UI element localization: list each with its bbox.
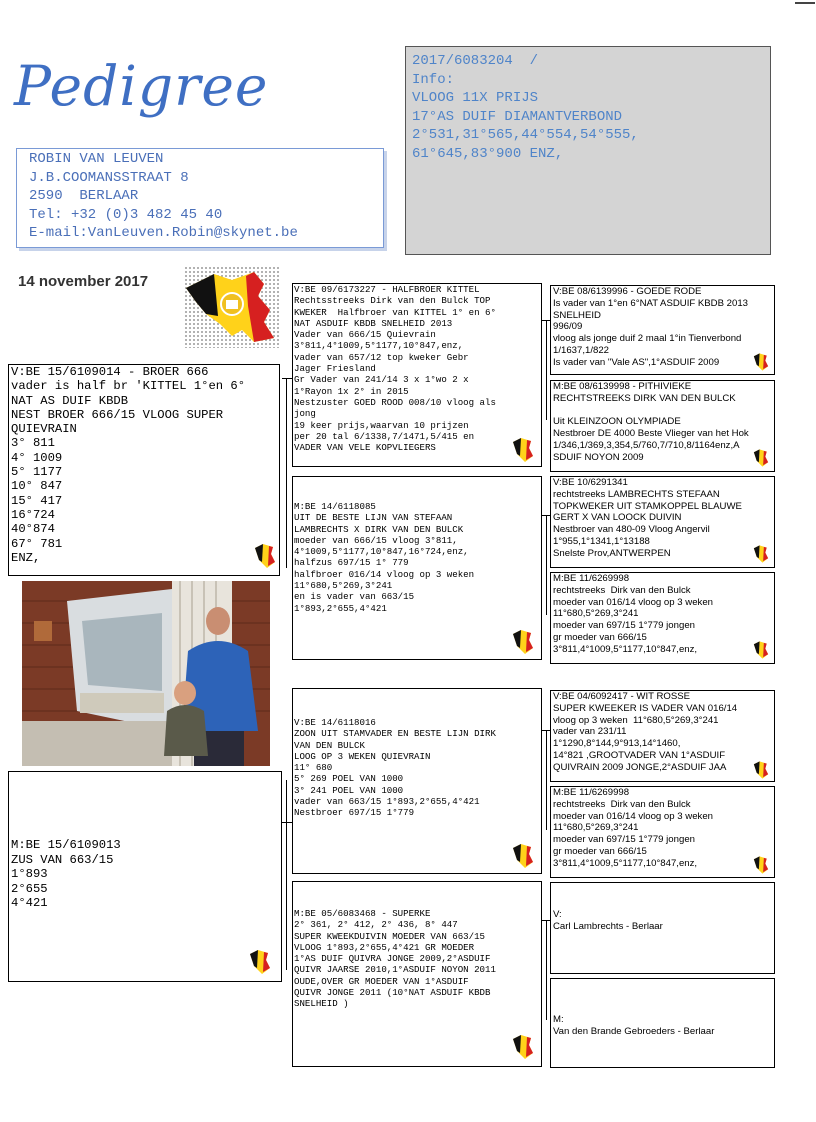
dd-text: VLOOG 1°893,2°655,4°421 GR MOEDER: [294, 941, 475, 953]
sd-text: 11°680,5°269,3°241: [294, 580, 393, 592]
gen3-text: [553, 897, 774, 909]
belgium-map-icon: [184, 266, 280, 348]
dd-text: QUIVR JAARSE 2010,1°ASDUIF NOYON 2011: [294, 964, 496, 976]
sire-result: 10° 847: [11, 479, 63, 494]
sire-text: NEST BROER 666/15 VLOOG SUPER: [11, 407, 224, 422]
dam-result: 1°893: [11, 867, 48, 881]
dam-dam-card: [292, 881, 542, 1067]
gen3-ring: M:BE 08/6139998 - PITHIVIEKE: [553, 381, 692, 392]
dam-card: [8, 771, 282, 982]
ss-text: jong: [294, 408, 316, 420]
connector-line: [546, 320, 547, 420]
sire-result: 15° 417: [11, 493, 63, 508]
gen3-text: SDUIF NOYON 2009: [553, 451, 644, 463]
gen3-text: SNELHEID: [553, 309, 601, 321]
info-lines: [412, 52, 770, 163]
scan-mark: [795, 2, 815, 4]
ds-text: 3° 241 POEL VAN 1000: [294, 784, 404, 796]
sd-text: en is vader van 663/15: [294, 591, 415, 603]
gen3-text: 996/09: [553, 321, 583, 333]
gen3-ring: M:: [553, 1014, 564, 1026]
gen3-text: GERT X VAN LOOCK DUIVIN: [553, 512, 682, 524]
gen3-card-8: [550, 978, 775, 1068]
dd-text: QUIVR JONGE 2011 (10°NAT ASDUIF KBDB: [294, 987, 491, 999]
ss-text: Rechtsstreeks Dirk van den Bulck TOP: [294, 295, 491, 307]
gen3-text: rechtstreeks Dirk van den Bulck: [553, 584, 691, 596]
ss-text: VADER VAN VELE KOPVLIEGERS: [294, 442, 436, 454]
ss-ring: V:BE 09/6173227 - HALFBROER KITTEL: [294, 284, 480, 295]
connector-line: [546, 920, 547, 1020]
gen3-card-6: [550, 786, 775, 878]
connector-line: [282, 822, 292, 823]
belgian-flag-icon: [752, 855, 770, 875]
gen3-card-4: [550, 572, 775, 664]
ss-text: 1°Rayon 1x 2° in 2015: [294, 385, 409, 397]
belgian-flag-icon: [510, 628, 536, 656]
info-line: 17°AS DUIF DIAMANTVERBOND: [412, 108, 623, 125]
dd-text: SUPER KWEEKDUIVIN MOEDER VAN 663/15: [294, 930, 485, 942]
owner-name: ROBIN VAN LEUVEN: [29, 151, 164, 167]
ds-text: Nestbroer 697/15 1°779: [294, 807, 415, 819]
gen3-text: moeder van 016/14 vloog op 3 weken: [553, 596, 714, 608]
belgian-flag-icon: [752, 760, 770, 780]
connector-line: [282, 378, 292, 379]
belgian-flag-icon: [752, 448, 770, 468]
connector-line: [286, 780, 287, 970]
gen3-text: 14°821 ,GROOTVADER VAN 1°ASDUIF: [553, 749, 726, 761]
ds-text: 11° 680: [294, 762, 333, 774]
gen3-card-7: [550, 882, 775, 974]
ss-text: Vader van 666/15 Quievrain: [294, 329, 436, 341]
sd-text: LAMBRECHTS X DIRK VAN DEN BULCK: [294, 523, 464, 535]
belgian-flag-icon: [510, 1033, 536, 1061]
sire-result: 5° 1177: [11, 465, 63, 480]
gen3-text: [553, 405, 774, 417]
gen3-text: [553, 979, 774, 991]
belgian-flag-icon: [248, 948, 272, 976]
owner-email: E-mail:VanLeuven.Robin@skynet.be: [29, 225, 298, 241]
gen3-text: Van den Brande Gebroeders - Berlaar: [553, 1026, 715, 1038]
gen3-card-1: [550, 285, 775, 375]
gen3-text: Nestbroer van 480-09 Vloog Angervil: [553, 524, 710, 536]
connector-line: [546, 730, 547, 830]
gen3-text: 1°1290,8°144,9°913,14°1460,: [553, 738, 681, 750]
gen3-text: 1/1637,1/822: [553, 344, 610, 356]
ds-text: VAN DEN BULCK: [294, 739, 365, 751]
gen3-text: moeder van 697/15 1°779 jongen: [553, 834, 695, 846]
gen3-text: Carl Lambrechts - Berlaar: [553, 920, 663, 932]
gen3-text: [553, 991, 774, 1003]
gen3-text: 1°955,1°1341,1°13188: [553, 535, 650, 547]
gen3-text: 1/346,1/369,3,354,5/760,7/710,8/1164enz,A: [553, 439, 740, 451]
gen3-text: TOPKWEKER UIT STAMKOPPEL BLAUWE: [553, 500, 742, 512]
gen3-text: Uit KLEINZOON OLYMPIADE: [553, 416, 681, 428]
owner-city: 2590 BERLAAR: [29, 188, 139, 204]
gen3-text: gr moeder van 666/15: [553, 845, 647, 857]
gen3-text: 3°811,4°1009,5°1177,10°847,enz,: [553, 643, 698, 655]
ss-text: 19 keer prijs,waarvan 10 prijzen: [294, 419, 469, 431]
sire-dam-card: [292, 476, 542, 660]
dd-ring: M:BE 05/6083468 - SUPERKE: [294, 908, 431, 919]
info-line: 61°645,83°900 ENZ,: [412, 145, 564, 162]
dd-text: 1°AS DUIF QUIVRA JONGE 2009,2°ASDUIF: [294, 953, 491, 965]
sire-result: 3° 811: [11, 436, 55, 451]
sd-text: halfzus 697/15 1° 779: [294, 557, 409, 569]
ss-text: vader van 657/12 top kweker Gebr: [294, 351, 469, 363]
dd-text: OUDE,OVER GR MOEDER VAN 1°ASDUIF: [294, 975, 469, 987]
sd-text: 4°1009,5°1177,10°847,16°724,enz,: [294, 546, 469, 558]
owner-photo: [22, 581, 270, 766]
gen3-card-2: [550, 380, 775, 472]
gen3-text: 11°680,5°269,3°241: [553, 608, 639, 620]
gen3-text: moeder van 016/14 vloog op 3 weken: [553, 810, 714, 822]
gen3-ring: M:BE 11/6269998: [553, 787, 630, 798]
gen3-ring: M:BE 11/6269998: [553, 573, 630, 584]
sire-result: 40°874: [11, 522, 55, 537]
belgian-flag-icon: [253, 542, 277, 570]
sire-result: 67° 781: [11, 536, 63, 551]
sd-text: 1°893,2°655,4°421: [294, 602, 387, 614]
dam-sire-card: [292, 688, 542, 874]
gen3-card-3: [550, 476, 775, 568]
belgian-flag-icon: [752, 544, 770, 564]
belgian-flag-icon: [510, 436, 536, 464]
belgian-flag-icon: [510, 842, 536, 870]
gen3-text: Is vader van "Vale AS",1°ASDUIF 2009: [553, 356, 720, 368]
gen3-text: rechtstreeks LAMBRECHTS STEFAAN: [553, 488, 720, 500]
ds-text: 5° 269 POEL VAN 1000: [294, 773, 404, 785]
gen3-text: Nestbroer DE 4000 Beste Vlieger van het Hok: [553, 428, 749, 440]
ds-text: ZOON UIT STAMVADER EN BESTE LIJN DIRK: [294, 728, 496, 740]
ss-text: 3°811,4°1009,5°1177,10°847,enz,: [294, 340, 464, 352]
info-ring: 2017/6083204 /: [412, 53, 539, 69]
gen3-card-5: [550, 690, 775, 782]
dam-text: ZUS VAN 663/15: [11, 852, 114, 867]
gen3-text: moeder van 697/15 1°779 jongen: [553, 620, 695, 632]
gen3-text: vloog op 3 weken 11°680,5°269,3°241: [553, 714, 719, 726]
sire-result: 4° 1009: [11, 450, 63, 465]
dd-text: 2° 361, 2° 412, 2° 436, 8° 447: [294, 919, 458, 931]
info-label: Info:: [412, 71, 455, 88]
gen3-text: Is vader van 1°en 6°NAT ASDUIF KBDB 2013: [553, 297, 749, 309]
dam-ring: M:BE 15/6109013: [11, 838, 121, 852]
gen3-text: [553, 1003, 774, 1015]
connector-line: [286, 378, 287, 568]
gen3-ring: V:BE 08/6139996 - GOEDE RODE: [553, 286, 702, 297]
dam-result: 2°655: [11, 881, 48, 896]
info-line: VLOOG 11X PRIJS: [412, 90, 539, 106]
connector-line: [546, 515, 547, 615]
gen3-ring: V:: [553, 908, 562, 920]
gen3-text: gr moeder van 666/15: [553, 631, 647, 643]
sire-card: [8, 364, 280, 576]
belgian-flag-icon: [752, 640, 770, 660]
info-box: [405, 46, 771, 255]
ss-text: Jager Friesland: [294, 363, 376, 375]
dd-text: SNELHEID ): [294, 998, 349, 1010]
gen3-text: rechtstreeks Dirk van den Bulck: [553, 798, 691, 810]
sire-sire-card: [292, 283, 542, 467]
ds-text: LOOG OP 3 WEKEN QUIEVRAIN: [294, 750, 431, 762]
print-date: 14 november 2017: [18, 273, 149, 290]
sd-text: moeder van 666/15 vloog 3°811,: [294, 534, 458, 546]
gen3-ring: V:BE 10/6291341: [553, 477, 628, 488]
ss-text: Nestzuster GOED ROOD 008/10 vloog als: [294, 396, 496, 408]
ds-ring: V:BE 14/6118016: [294, 717, 376, 728]
gen3-text: QUIVRAIN 2009 JONGE,2°ASDUIF JAA: [553, 761, 727, 773]
owner-box: [16, 148, 384, 248]
owner-street: J.B.COOMANSSTRAAT 8: [29, 169, 189, 186]
info-line: 2°531,31°565,44°554,54°555,: [412, 127, 639, 143]
owner-phone: Tel: +32 (0)3 482 45 40: [29, 206, 223, 223]
dam-result: 4°421: [11, 896, 48, 910]
sd-text: halfbroer 016/14 vloog op 3 weken: [294, 568, 475, 580]
ss-text: per 20 tal 6/1338,7/1471,5/415 en: [294, 430, 475, 442]
belgian-flag-icon: [752, 352, 770, 372]
sire-text: QUIEVRAIN: [11, 422, 77, 437]
sire-text: vader is half br 'KITTEL 1°en 6°: [11, 379, 246, 394]
gen3-text: 11°680,5°269,3°241: [553, 822, 639, 834]
gen3-text: SUPER KWEEKER IS VADER VAN 016/14: [553, 702, 738, 714]
gen3-text: vader van 231/11: [553, 726, 627, 738]
sire-text: NAT AS DUIF KBDB: [11, 393, 129, 408]
gen3-text: vloog als jonge duif 2 maal 1°in Tienverbond: [553, 333, 742, 345]
ss-text: KWEKER Halfbroer van KITTEL 1° en 6°: [294, 306, 496, 318]
sire-result: 16°724: [11, 507, 55, 522]
gen3-text: RECHTSTREEKS DIRK VAN DEN BULCK: [553, 392, 736, 404]
gen3-ring: V:BE 04/6092417 - WIT ROSSE: [553, 691, 691, 702]
sire-ring: V:BE 15/6109014 - BROER 666: [11, 365, 209, 379]
gen3-text: 3°811,4°1009,5°1177,10°847,enz,: [553, 857, 698, 869]
page-title: Pedigree: [14, 54, 269, 118]
ss-text: Gr Vader van 241/14 3 x 1°wo 2 x: [294, 374, 469, 386]
ss-text: NAT ASDUIF KBDB SNELHEID 2013: [294, 317, 453, 329]
gen3-text: Snelste Prov,ANTWERPEN: [553, 547, 671, 559]
owner-lines: [29, 150, 383, 243]
ds-text: vader van 663/15 1°893,2°655,4°421: [294, 796, 480, 808]
sd-ring: M:BE 14/6118085: [294, 501, 376, 512]
sire-result: ENZ,: [11, 550, 41, 565]
sd-text: UIT DE BESTE LIJN VAN STEFAAN: [294, 512, 453, 524]
